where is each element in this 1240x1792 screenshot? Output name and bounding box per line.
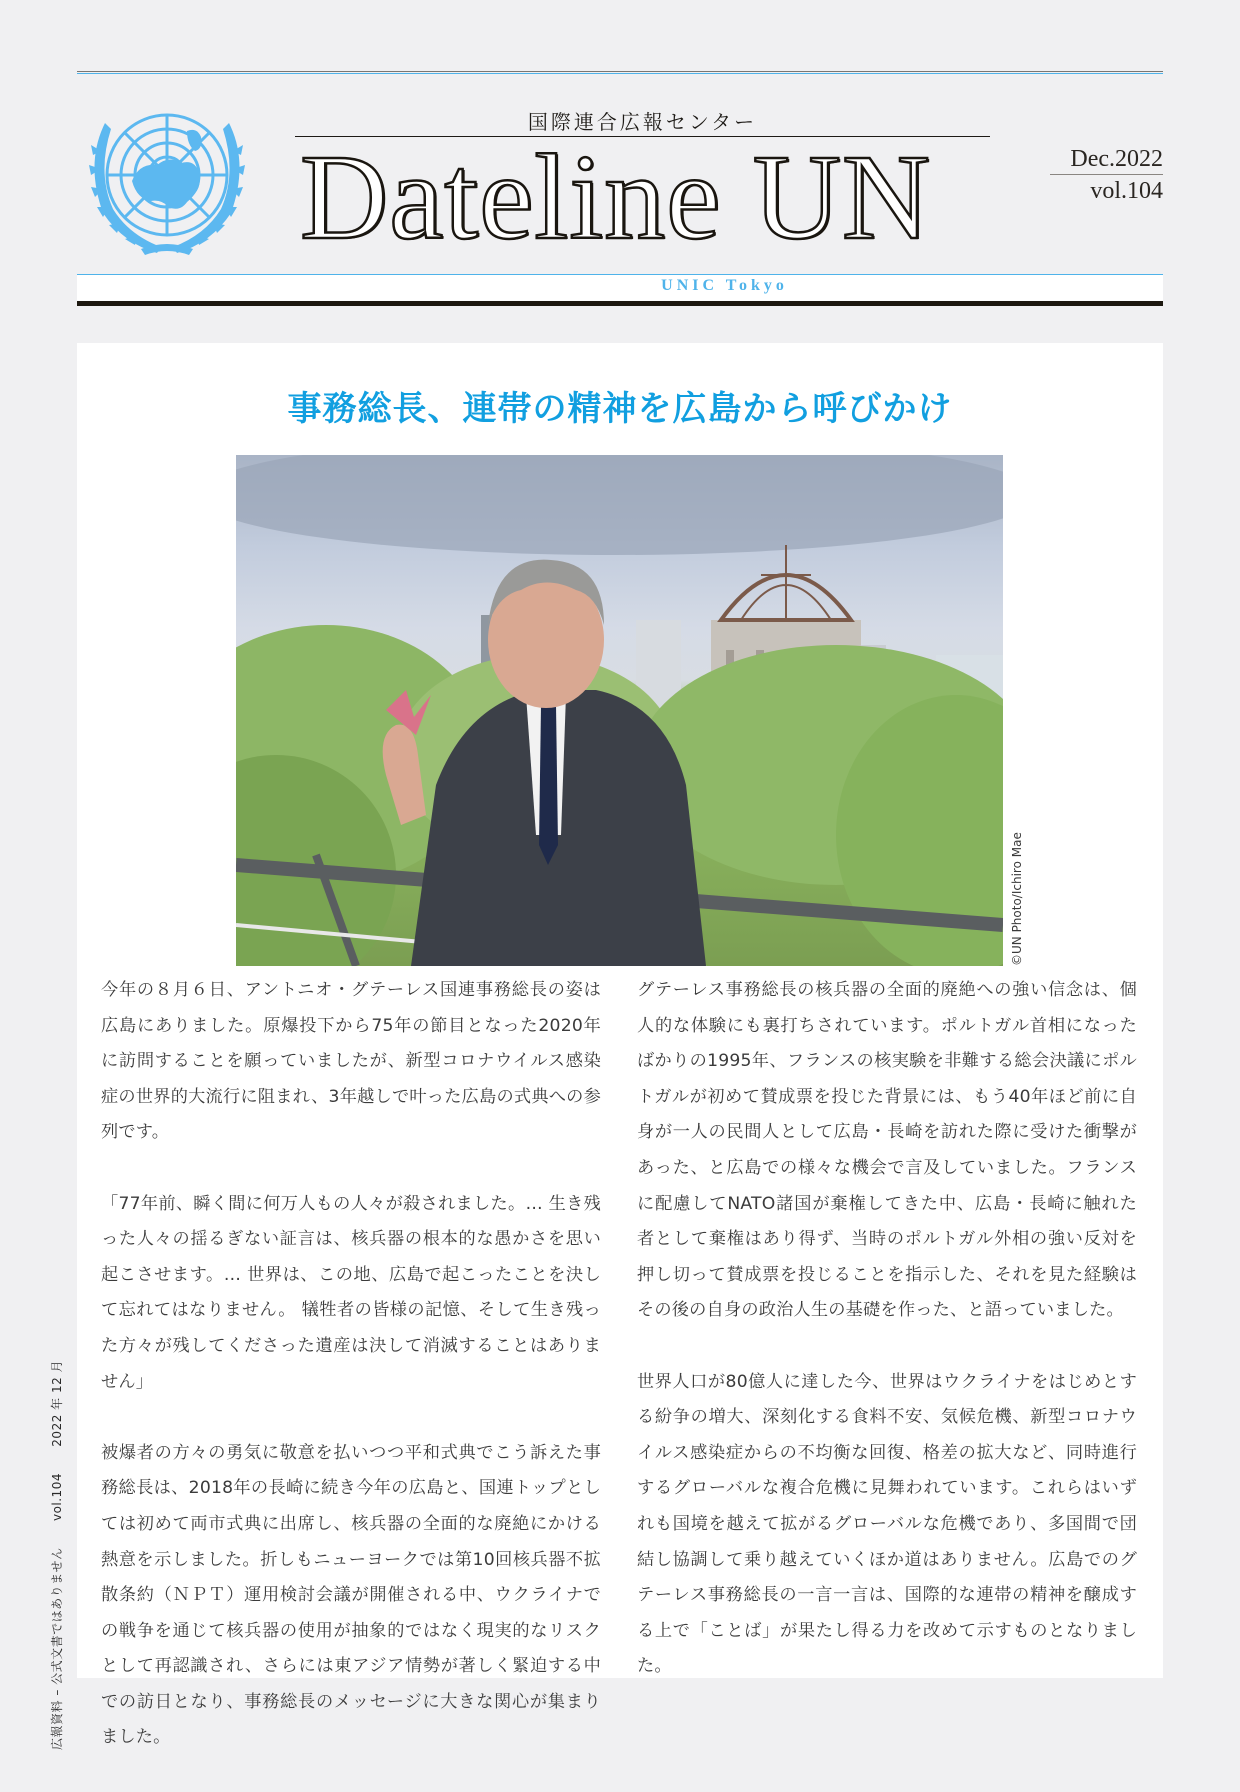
side-volume: vol.104	[50, 1473, 64, 1522]
top-rule	[77, 71, 1163, 74]
article-headline: 事務総長、連帯の精神を広島から呼びかけ	[287, 389, 953, 429]
subtitle-band	[77, 274, 1163, 301]
heavy-rule	[77, 301, 1163, 306]
article-paragraph: 被爆者の方々の勇気に敬意を払いつつ平和式典でこう訴えた事務総長は、2018年の長崎に続き今年の広島と、国連トップとしては初めて両市式典に出席し、核兵器の全面的な廃絶にかける熱意を示しました。折しもニューヨークでは第10回核兵器不拡散条約（ＮＰＴ）運用検討会議が開催される中、ウクライナでの戦争を通じて核兵器の使用が抽象的ではなく現実的なリスクとして再認識され、さらには東アジア情勢が著しく緊迫する中での訪日となり、事務総長のメッセージに大きな関心が集まりました。	[101, 1442, 601, 1748]
masthead-title: Dateline UN	[300, 130, 931, 265]
subtitle: UNIC Tokyo	[661, 277, 788, 294]
article-photo	[236, 455, 1003, 966]
article-panel	[77, 343, 1163, 1748]
side-footer	[48, 1338, 65, 1750]
article-paragraph: 世界人口が80億人に達した今、世界はウクライナをはじめとする紛争の増大、深刻化する食料不安、気候危機、新型コロナウイルス感染症からの不均衡な回復、格差の拡大など、同時進行するグローバルな複合危機に見舞われています。これらはいずれも国境を越えて拡がるグローバルな危機であり、多国間で団結し協調して乗り越えていくほか道はありません。広島でのグテーレス事務総長の一言一言は、国際的な連帯の精神を醸成する上で「ことば」が果たし得る力を改めて示すものとなりました。	[637, 1371, 1137, 1677]
disclaimer: 広報資料 – 公式文書ではありません	[50, 1547, 64, 1750]
article-column-right	[637, 973, 1137, 1720]
article-paragraph: グテーレス事務総長の核兵器の全面的廃絶への強い信念は、個人的な体験にも裏打ちされています。ポルトガル首相になったばかりの1995年、フランスの核実験を非難する総会決議にポルトガルが初めて賛成票を投じた背景には、もう40年ほど前に自身が一人の民間人として広島・長崎を訪れた際に受けた衝撃があった、と広島での様々な機会で言及していました。フランスに配慮してNATO諸国が棄権してきた中、広島・長崎に触れた者として棄権はあり得ず、当時のポルトガル外相の強い反対を押し切って賛成票を投じることを指示した、それを見た経験はその後の自身の政治人生の基礎を作った、と語っていました。	[637, 980, 1137, 1321]
article-quote: 「77年前、瞬く間に何万人もの人々が殺されました。… 生き残った人々の揺るぎない証言は、核兵器の根本的な愚かさを思い起こさせます。… 世界は、この地、広島で起こったことを決して忘れてはなりません。 犠牲者の皆様の記憶、そして生き残った方々が残してくださった遺産は決して消滅することはありません」	[101, 1193, 601, 1392]
un-emblem-icon	[77, 103, 257, 263]
article-column-left	[101, 973, 601, 1792]
photo-credit: ©UN Photo/Ichiro Mae	[1010, 832, 1024, 966]
org-name: 国際連合広報センター	[527, 110, 758, 134]
issue-date: Dec.2022	[1050, 146, 1163, 175]
side-date: 2022 年 12 月	[50, 1359, 64, 1447]
issue-volume: vol.104	[1090, 178, 1163, 204]
article-paragraph: 今年の８月６日、アントニオ・グテーレス国連事務総長の姿は広島にありました。原爆投下から75年の節目となった2020年に訪問することを願っていましたが、新型コロナウイルス感染症の世界的大流行に阻まれ、3年越しで叶った広島の式典への参列です。	[101, 980, 601, 1143]
